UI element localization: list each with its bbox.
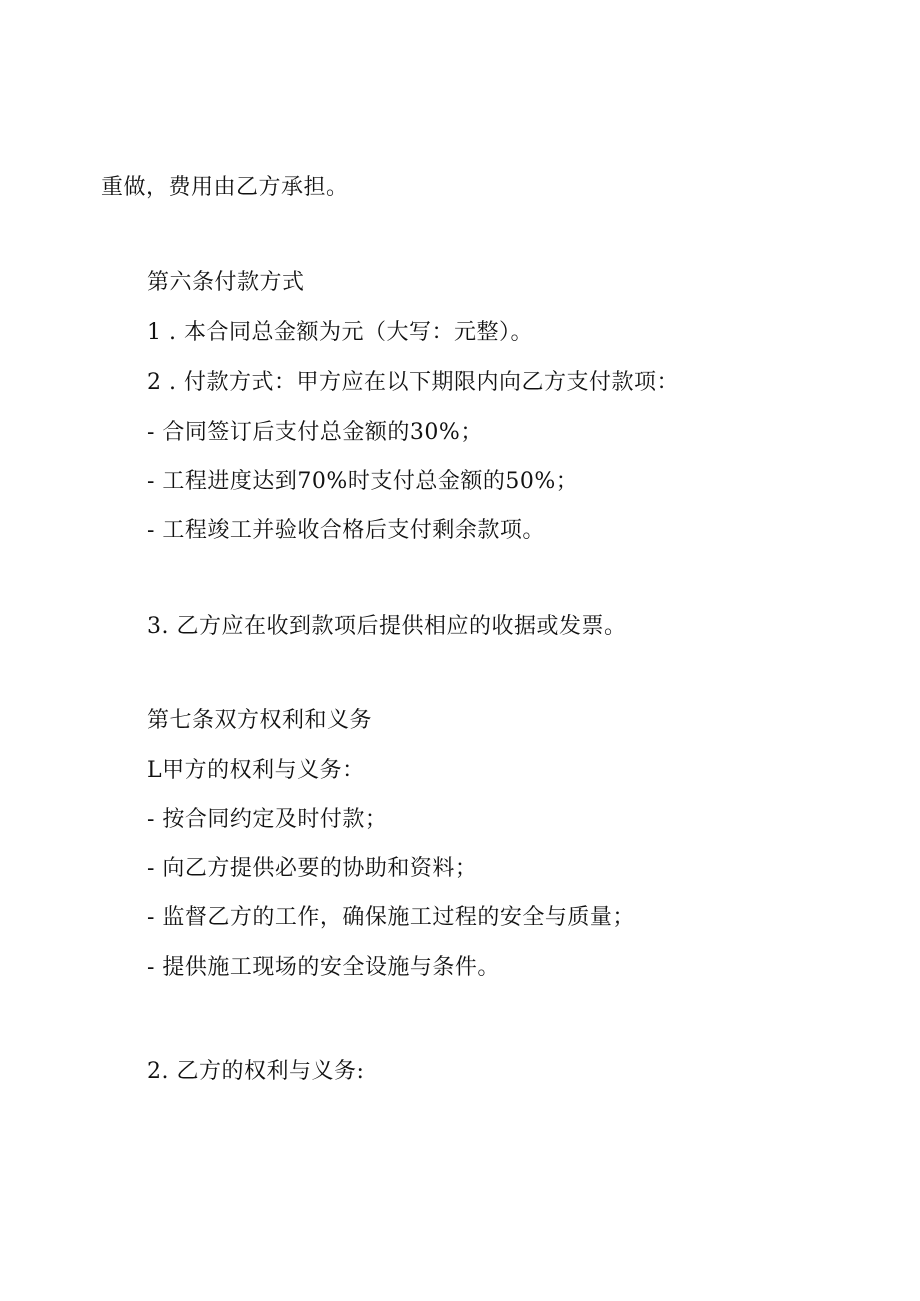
list-item: - 按合同约定及时付款；: [147, 807, 388, 832]
list-item: - 提供施工现场的安全设施与条件。: [147, 955, 500, 980]
list-item: - 工程进度达到70%时支付总金额的50%；: [147, 469, 579, 494]
section-heading: 第七条双方权利和义务: [147, 708, 373, 733]
paragraph-line: 重做，费用由乙方承担。: [101, 175, 349, 200]
section-heading: 第六条付款方式: [147, 270, 305, 295]
list-item: L甲方的权利与义务：: [147, 758, 365, 783]
list-item: 1 . 本合同总金额为元（大写：元整）。: [147, 320, 533, 345]
list-item: - 向乙方提供必要的协助和资料；: [147, 856, 478, 881]
list-item: - 监督乙方的工作，确保施工过程的安全与质量；: [147, 905, 635, 930]
list-item: 2. 乙方的权利与义务:: [147, 1059, 365, 1084]
list-item: - 工程竣工并验收合格后支付剩余款项。: [147, 518, 545, 543]
list-item: - 合同签订后支付总金额的30%；: [147, 420, 483, 445]
list-item: 2 . 付款方式：甲方应在以下期限内向乙方支付款项：: [147, 370, 679, 395]
list-item: 3. 乙方应在收到款项后提供相应的收据或发票。: [147, 614, 627, 639]
